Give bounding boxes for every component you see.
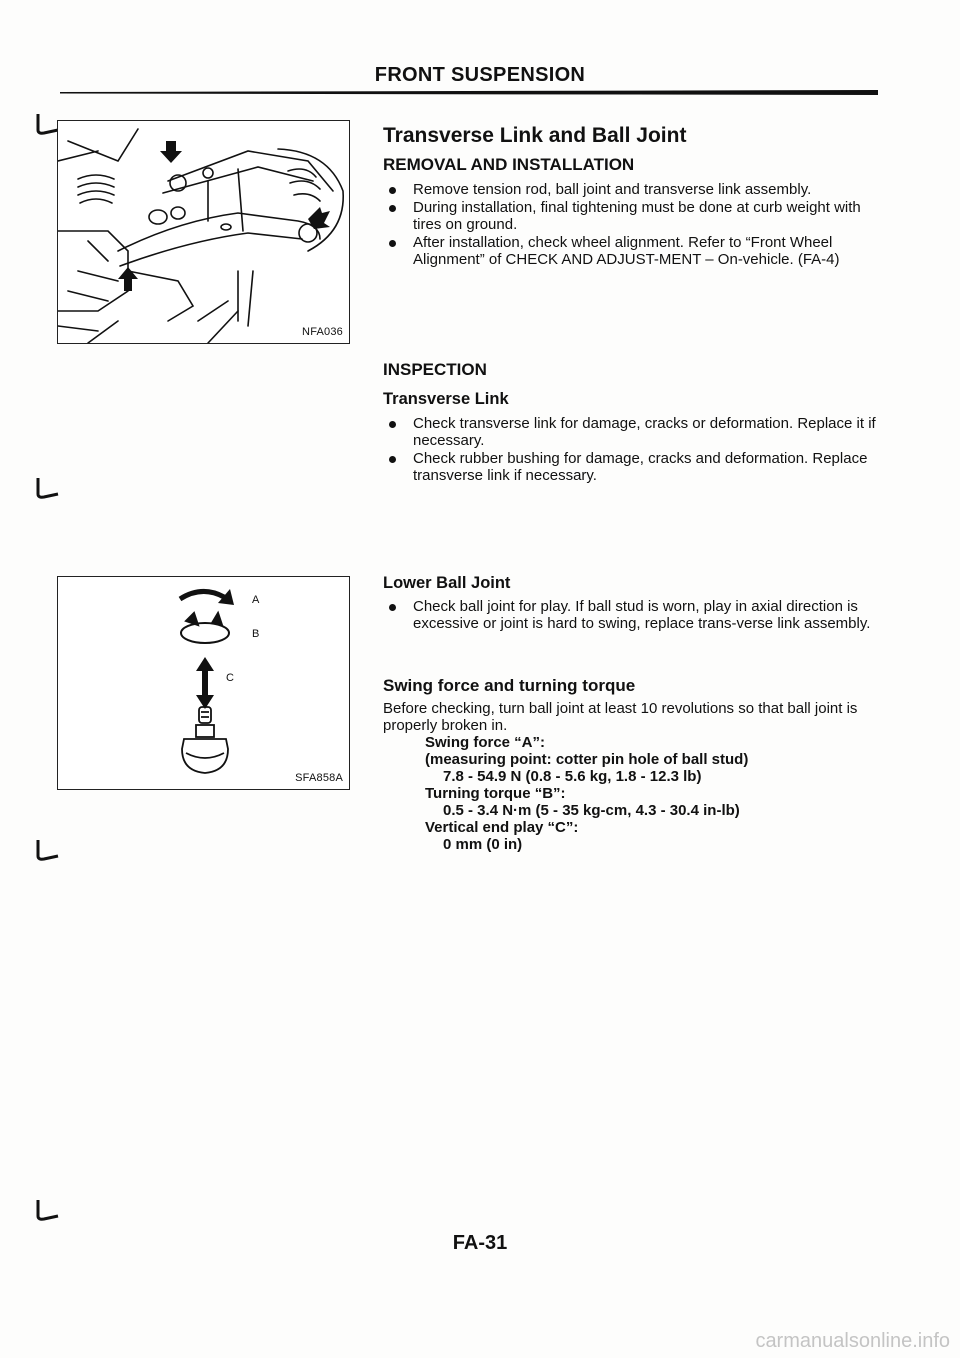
inspection-heading: INSPECTION bbox=[383, 360, 487, 379]
list-item: Check transverse link for damage, cracks or deformation. Replace it if necessary. bbox=[383, 415, 878, 449]
figure-suspension-assembly bbox=[57, 120, 350, 344]
vertical-end-play-label: Vertical end play “C”: bbox=[425, 819, 579, 836]
watermark: carmanualsonline.info bbox=[755, 1330, 950, 1352]
figure-code: NFA036 bbox=[302, 326, 343, 338]
page-number: FA-31 bbox=[452, 1232, 508, 1254]
list-item: During installation, final tightening must be done at curb weight with tires on ground. bbox=[383, 199, 878, 233]
binding-mark bbox=[34, 478, 60, 500]
binding-mark bbox=[34, 1200, 60, 1222]
swing-force-section bbox=[383, 676, 878, 853]
swing-heading: Swing force and turning torque bbox=[383, 676, 636, 695]
label-b: B bbox=[252, 628, 260, 640]
label-c: C bbox=[226, 672, 234, 684]
swing-intro: Before checking, turn ball joint at least 10 revolutions so that ball joint is properly broken in. bbox=[383, 700, 858, 734]
removal-list bbox=[383, 181, 878, 268]
list-item: Remove tension rod, ball joint and transverse link assembly. bbox=[383, 181, 878, 198]
figure-code: SFA858A bbox=[295, 772, 343, 784]
turning-arrow-icon bbox=[181, 613, 229, 643]
transverse-link-heading: Transverse Link bbox=[383, 390, 509, 408]
list-item: Check ball joint for play. If ball stud is worn, play in axial direction is excessive or joint is hard to swing, replace trans-verse link assembly. bbox=[383, 598, 878, 632]
turning-torque-label: Turning torque “B”: bbox=[425, 785, 566, 802]
vertical-arrow-icon bbox=[196, 657, 214, 709]
binding-mark bbox=[34, 840, 60, 862]
removal-installation bbox=[383, 155, 878, 269]
lower-ball-joint-heading: Lower Ball Joint bbox=[383, 574, 511, 592]
vertical-end-play-value: 0 mm (0 in) bbox=[443, 836, 523, 853]
section-title: Transverse Link and Ball Joint bbox=[383, 124, 687, 147]
page-header-title: FRONT SUSPENSION bbox=[374, 64, 586, 86]
swing-force-value: 7.8 - 54.9 N (0.8 - 5.6 kg, 1.8 - 12.3 lb) bbox=[443, 768, 702, 785]
swing-arrow-icon bbox=[180, 589, 234, 605]
turning-torque-value: 0.5 - 3.4 N·m (5 - 35 kg-cm, 4.3 - 30.4 in-lb) bbox=[443, 802, 740, 819]
inspection bbox=[383, 360, 878, 485]
removal-heading: REMOVAL AND INSTALLATION bbox=[383, 155, 635, 174]
swing-force-note: (measuring point: cotter pin hole of ball stud) bbox=[425, 751, 749, 768]
ball-joint-illustration bbox=[58, 577, 349, 789]
header-rule bbox=[60, 90, 878, 95]
lower-ball-joint-list bbox=[383, 598, 878, 632]
figure-ball-joint bbox=[57, 576, 350, 790]
list-item: Check rubber bushing for damage, cracks and deformation. Replace transverse link if necessary. bbox=[383, 450, 878, 484]
transverse-link-list bbox=[383, 415, 878, 484]
list-item: After installation, check wheel alignment. Refer to “Front Wheel Alignment” of CHECK AND ADJUST-MENT – On-vehicle. (FA-4) bbox=[383, 234, 878, 268]
ball-joint-icon bbox=[182, 707, 228, 773]
lower-ball-joint bbox=[383, 574, 878, 633]
section-header bbox=[383, 124, 878, 148]
swing-force-label: Swing force “A”: bbox=[425, 734, 546, 751]
suspension-illustration bbox=[58, 121, 349, 343]
label-a: A bbox=[252, 594, 260, 606]
spec-block bbox=[383, 734, 878, 853]
